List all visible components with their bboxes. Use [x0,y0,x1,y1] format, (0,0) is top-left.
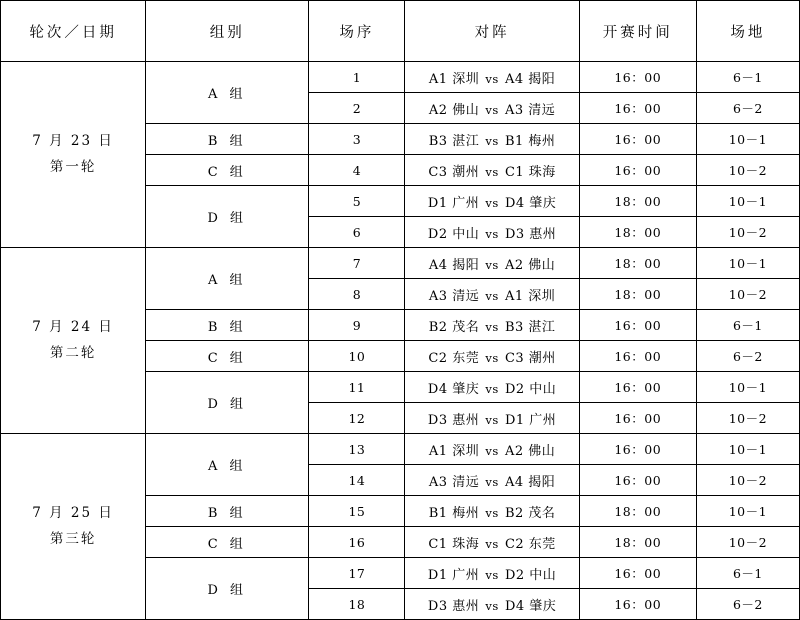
venue-cell: 10－1 [696,186,799,217]
start-time-cell: 16：00 [579,465,696,496]
home-team: C3 潮州 [428,164,480,180]
table-row [1,248,800,279]
start-time-cell: 16：00 [579,589,696,620]
versus-label: vs [481,381,503,396]
away-team: D4 肇庆 [504,195,557,211]
match-order-cell: 15 [309,496,405,527]
venue-cell: 6－1 [696,310,799,341]
versus-label: vs [481,226,503,241]
column-header-group: 组别 [146,1,309,62]
group-cell: B 组 [146,496,309,527]
versus-label: vs [481,443,503,458]
venue-cell: 10－1 [696,372,799,403]
home-team: A4 揭阳 [428,257,480,273]
matchup-cell [405,310,579,341]
start-time-cell: 16：00 [579,558,696,589]
group-cell: A 组 [146,434,309,496]
away-team: A2 佛山 [504,257,556,273]
venue-cell: 10－2 [696,155,799,186]
round-date-cell [1,248,146,434]
away-team: B2 茂名 [504,505,556,521]
away-team: A3 清远 [504,102,556,118]
header-row [1,1,800,62]
away-team: D2 中山 [504,567,557,583]
match-order-cell: 16 [309,527,405,558]
venue-cell: 6－2 [696,93,799,124]
round-date-cell [1,62,146,248]
match-order-cell: 12 [309,403,405,434]
column-header-match-order: 场序 [309,1,405,62]
home-team: B2 茂名 [428,319,480,335]
start-time-cell: 18：00 [579,279,696,310]
round-date-text: 7 月 25 日 [32,504,114,521]
start-time-cell: 16：00 [579,310,696,341]
away-team: D4 肇庆 [504,598,557,614]
venue-cell: 10－2 [696,403,799,434]
round-name-text: 第二轮 [49,344,97,361]
table-body [1,62,800,620]
group-cell: C 组 [146,527,309,558]
group-cell: A 组 [146,62,309,124]
table-row [1,62,800,93]
group-cell: C 组 [146,341,309,372]
matchup-cell [405,186,579,217]
venue-cell: 6－2 [696,341,799,372]
group-cell: B 组 [146,124,309,155]
venue-cell: 6－1 [696,558,799,589]
match-order-cell: 13 [309,434,405,465]
matchup-cell [405,279,579,310]
matchup-cell [405,589,579,620]
start-time-cell: 16：00 [579,124,696,155]
group-cell: D 组 [146,372,309,434]
venue-cell: 10－1 [696,434,799,465]
column-header-round-date: 轮次／日期 [1,1,146,62]
match-order-cell: 8 [309,279,405,310]
away-team: B3 湛江 [504,319,556,335]
match-order-cell: 11 [309,372,405,403]
venue-cell: 10－1 [696,496,799,527]
away-team: A4 揭阳 [504,71,556,87]
round-date-text: 7 月 24 日 [32,318,114,335]
match-order-cell: 1 [309,62,405,93]
versus-label: vs [481,567,503,582]
home-team: A3 清远 [428,474,480,490]
match-order-cell: 7 [309,248,405,279]
group-cell: B 组 [146,310,309,341]
venue-cell: 6－1 [696,62,799,93]
column-header-start-time: 开赛时间 [579,1,696,62]
table-header [1,1,800,62]
venue-cell: 6－2 [696,589,799,620]
home-team: A2 佛山 [428,102,480,118]
matchup-cell [405,124,579,155]
start-time-cell: 16：00 [579,62,696,93]
start-time-cell: 16：00 [579,93,696,124]
group-cell: D 组 [146,186,309,248]
versus-label: vs [481,71,503,86]
away-team: C2 东莞 [504,536,556,552]
venue-cell: 10－1 [696,248,799,279]
home-team: C1 珠海 [428,536,480,552]
versus-label: vs [481,133,503,148]
venue-cell: 10－2 [696,217,799,248]
home-team: D3 惠州 [427,412,480,428]
table-row [1,434,800,465]
match-order-cell: 4 [309,155,405,186]
venue-cell: 10－2 [696,279,799,310]
matchup-cell [405,496,579,527]
versus-label: vs [481,319,503,334]
versus-label: vs [481,102,503,117]
column-header-venue: 场地 [696,1,799,62]
versus-label: vs [481,598,503,613]
versus-label: vs [481,505,503,520]
match-order-cell: 5 [309,186,405,217]
group-cell: C 组 [146,155,309,186]
versus-label: vs [481,536,503,551]
away-team: C3 潮州 [504,350,556,366]
away-team: D1 广州 [504,412,557,428]
start-time-cell: 18：00 [579,527,696,558]
matchup-cell [405,341,579,372]
home-team: D3 惠州 [427,598,480,614]
round-date-cell [1,434,146,620]
versus-label: vs [481,195,503,210]
round-date-text: 7 月 23 日 [32,132,114,149]
away-team: D3 惠州 [504,226,557,242]
start-time-cell: 16：00 [579,372,696,403]
home-team: A1 深圳 [428,71,480,87]
versus-label: vs [481,164,503,179]
venue-cell: 10－2 [696,527,799,558]
column-header-matchup: 对阵 [405,1,579,62]
group-cell: D 组 [146,558,309,620]
home-team: B1 梅州 [428,505,480,521]
home-team: D1 广州 [427,195,480,211]
home-team: D2 中山 [427,226,480,242]
home-team: B3 湛江 [428,133,480,149]
matchup-cell [405,558,579,589]
start-time-cell: 18：00 [579,186,696,217]
matchup-cell [405,434,579,465]
start-time-cell: 16：00 [579,341,696,372]
matchup-cell [405,248,579,279]
start-time-cell: 16：00 [579,155,696,186]
away-team: B1 梅州 [504,133,556,149]
versus-label: vs [481,412,503,427]
matchup-cell [405,62,579,93]
home-team: C2 东莞 [428,350,480,366]
start-time-cell: 16：00 [579,434,696,465]
versus-label: vs [481,257,503,272]
venue-cell: 10－1 [696,124,799,155]
group-cell: A 组 [146,248,309,310]
matchup-cell [405,372,579,403]
versus-label: vs [481,288,503,303]
matchup-cell [405,217,579,248]
match-order-cell: 6 [309,217,405,248]
home-team: A1 深圳 [428,443,480,459]
home-team: D4 肇庆 [427,381,480,397]
round-name-text: 第三轮 [49,530,97,547]
match-order-cell: 14 [309,465,405,496]
matchup-cell [405,403,579,434]
match-order-cell: 2 [309,93,405,124]
away-team: C1 珠海 [504,164,556,180]
match-order-cell: 3 [309,124,405,155]
match-order-cell: 17 [309,558,405,589]
home-team: D1 广州 [427,567,480,583]
start-time-cell: 18：00 [579,217,696,248]
start-time-cell: 18：00 [579,496,696,527]
matchup-cell [405,527,579,558]
match-order-cell: 18 [309,589,405,620]
match-order-cell: 9 [309,310,405,341]
matchup-cell [405,465,579,496]
venue-cell: 10－2 [696,465,799,496]
start-time-cell: 18：00 [579,248,696,279]
match-order-cell: 10 [309,341,405,372]
versus-label: vs [481,350,503,365]
home-team: A3 清远 [428,288,480,304]
matchup-cell [405,93,579,124]
away-team: A2 佛山 [504,443,556,459]
versus-label: vs [481,474,503,489]
away-team: D2 中山 [504,381,557,397]
away-team: A1 深圳 [504,288,556,304]
start-time-cell: 16：00 [579,403,696,434]
round-name-text: 第一轮 [49,158,97,175]
matchup-cell [405,155,579,186]
away-team: A4 揭阳 [504,474,556,490]
